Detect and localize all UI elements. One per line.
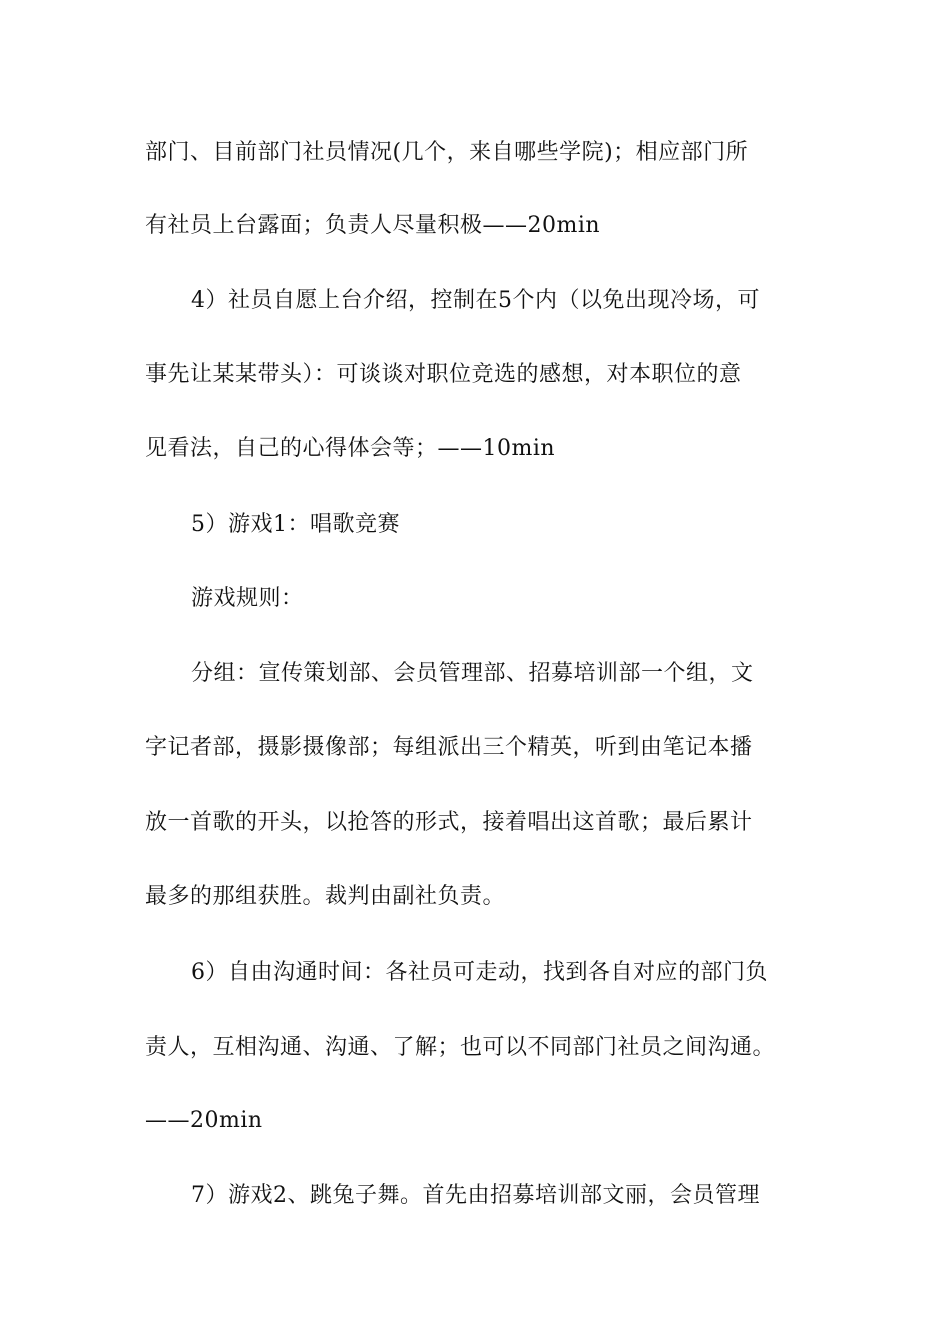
text-line: 5）游戏1：唱歌竞赛 — [191, 512, 400, 537]
text-line: 责人，互相沟通、沟通、了解；也可以不同部门社员之间沟通。 — [145, 1035, 776, 1060]
text-line: 分组：宣传策划部、会员管理部、招募培训部一个组，文 — [191, 661, 754, 686]
text-line: 7）游戏2、跳兔子舞。首先由招募培训部文丽，会员管理 — [191, 1183, 760, 1208]
text-line: 4）社员自愿上台介绍，控制在5个内（以免出现冷场，可 — [191, 288, 760, 313]
text-line: 部门、目前部门社员情况(几个，来自哪些学院)；相应部门所 — [145, 140, 749, 165]
text-line: 事先让某某带头）：可谈谈对职位竞选的感想，对本职位的意 — [145, 362, 742, 387]
text-line: 字记者部，摄影摄像部；每组派出三个精英，听到由笔记本播 — [145, 735, 753, 760]
text-line: ——20min — [145, 1108, 263, 1133]
text-line: 最多的那组获胜。裁判由副社负责。 — [145, 884, 506, 909]
text-line: 放一首歌的开头，以抢答的形式，接着唱出这首歌；最后累计 — [145, 810, 753, 835]
text-line: 有社员上台露面；负责人尽量积极——20min — [145, 213, 601, 238]
text-line: 见看法，自己的心得体会等；——10min — [145, 436, 556, 461]
text-line: 6）自由沟通时间：各社员可走动，找到各自对应的部门负 — [191, 960, 768, 985]
text-line: 游戏规则： — [191, 586, 304, 611]
